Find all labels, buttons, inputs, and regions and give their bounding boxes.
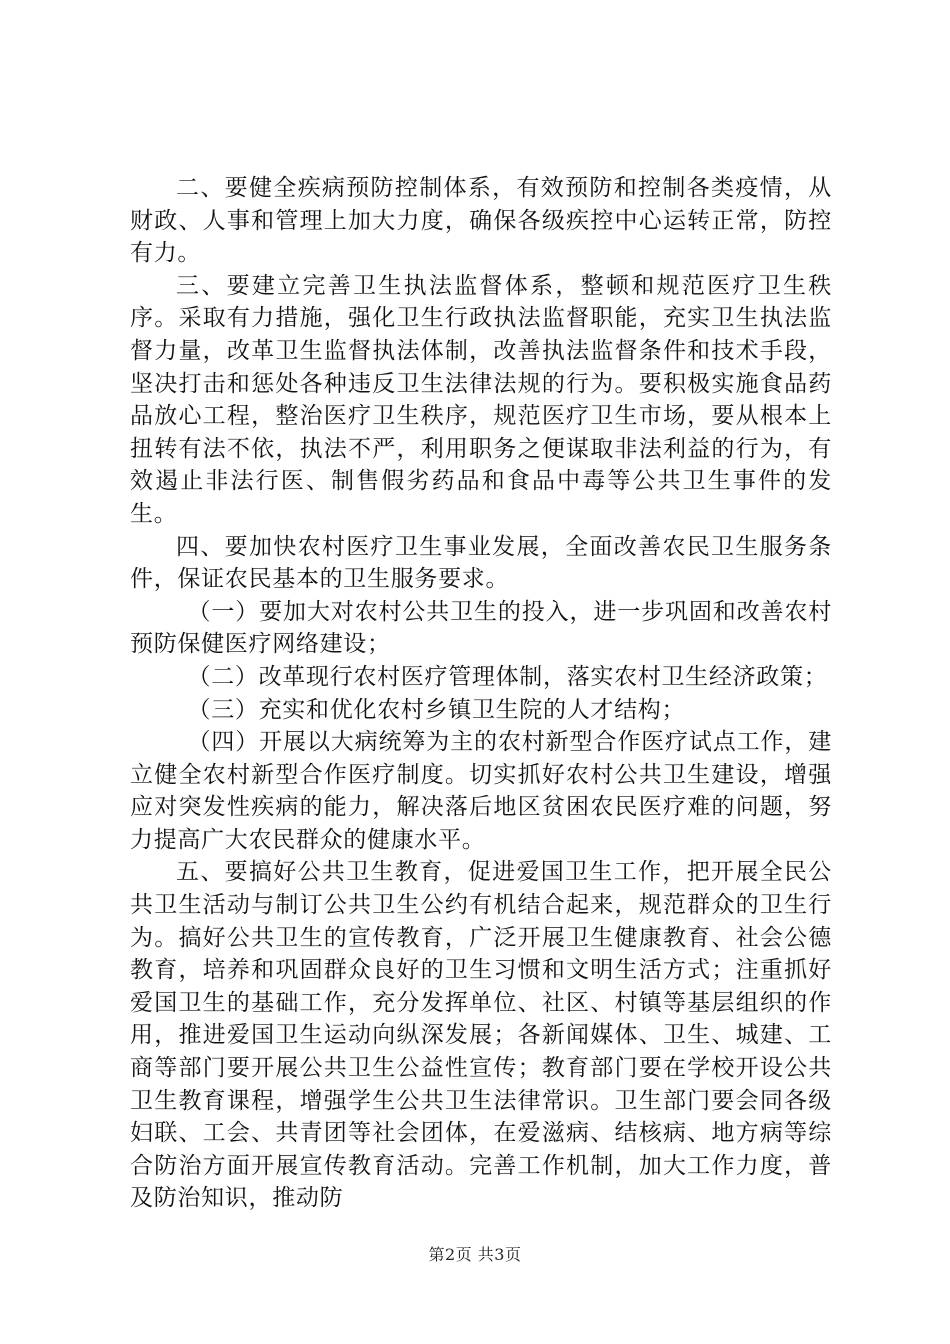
paragraph-item-1: （一）要加大对农村公共卫生的投入，进一步巩固和改善农村预防保健医疗网络建设； [130,598,832,658]
paragraph-health-supervision: 三、要建立完善卫生执法监督体系，整顿和规范医疗卫生秩序。采取有力措施，强化卫生行政执法监督职能，充实卫生执法监督力量，改革卫生监督执法体制，改善执法监督条件和技术手段，坚决打击和惩处各种违反卫生法律法规的行为。要积极实施食品药品放心工程，整治医疗卫生秩序，规范医疗卫生市场，要从根本上扭转有法不依，执法不严，利用职务之便谋取非法利益的行为，有效遏止非法行医、制售假劣药品和食品中毒等公共卫生事件的发生。 [130,272,832,527]
paragraph-disease-control: 二、要健全疾病预防控制体系，有效预防和控制各类疫情，从财政、人事和管理上加大力度，确保各级疾控中心运转正常，防控有力。 [130,175,832,267]
paragraph-rural-health: 四、要加快农村医疗卫生事业发展，全面改善农民卫生服务条件，保证农民基本的卫生服务要求。 [130,533,832,593]
paragraph-item-3: （三）充实和优化农村乡镇卫生院的人才结构； [187,696,686,723]
paragraph-item-2: （二）改革现行农村医疗管理体制，落实农村卫生经济政策； [187,663,828,690]
paragraph-item-4: （四）开展以大病统筹为主的农村新型合作医疗试点工作，建立健全农村新型合作医疗制度。切实抓好农村公共卫生建设，增强应对突发性疾病的能力，解决落后地区贫困农民医疗难的问题，努力提高广大农民群众的健康水平。 [130,729,832,853]
paragraph-health-education: 五、要搞好公共卫生教育，促进爱国卫生工作，把开展全民公共卫生活动与制订公共卫生公约有机结合起来，规范群众的卫生行为。搞好公共卫生的宣传教育，广泛开展卫生健康教育、社会公德教育，培养和巩固群众良好的卫生习惯和文明生活方式；注重抓好爱国卫生的基础工作，充分发挥单位、社区、村镇等基层组织的作用，推进爱国卫生运动向纵深发展；各新闻媒体、卫生、城建、工商等部门要开展公共卫生公益性宣传；教育部门要在学校开设公共卫生教育课程，增强学生公共卫生法律常识。卫生部门要会同各级妇联、工会、共青团等社会团体，在爱滋病、结核病、地方病等综合防治方面开展宣传教育活动。完善工作机制，加大工作力度，普及防治知识，推动防 [130,859,832,1212]
document-body [130,172,832,1215]
page-footer: 第2页 共3页 [428,1245,522,1264]
